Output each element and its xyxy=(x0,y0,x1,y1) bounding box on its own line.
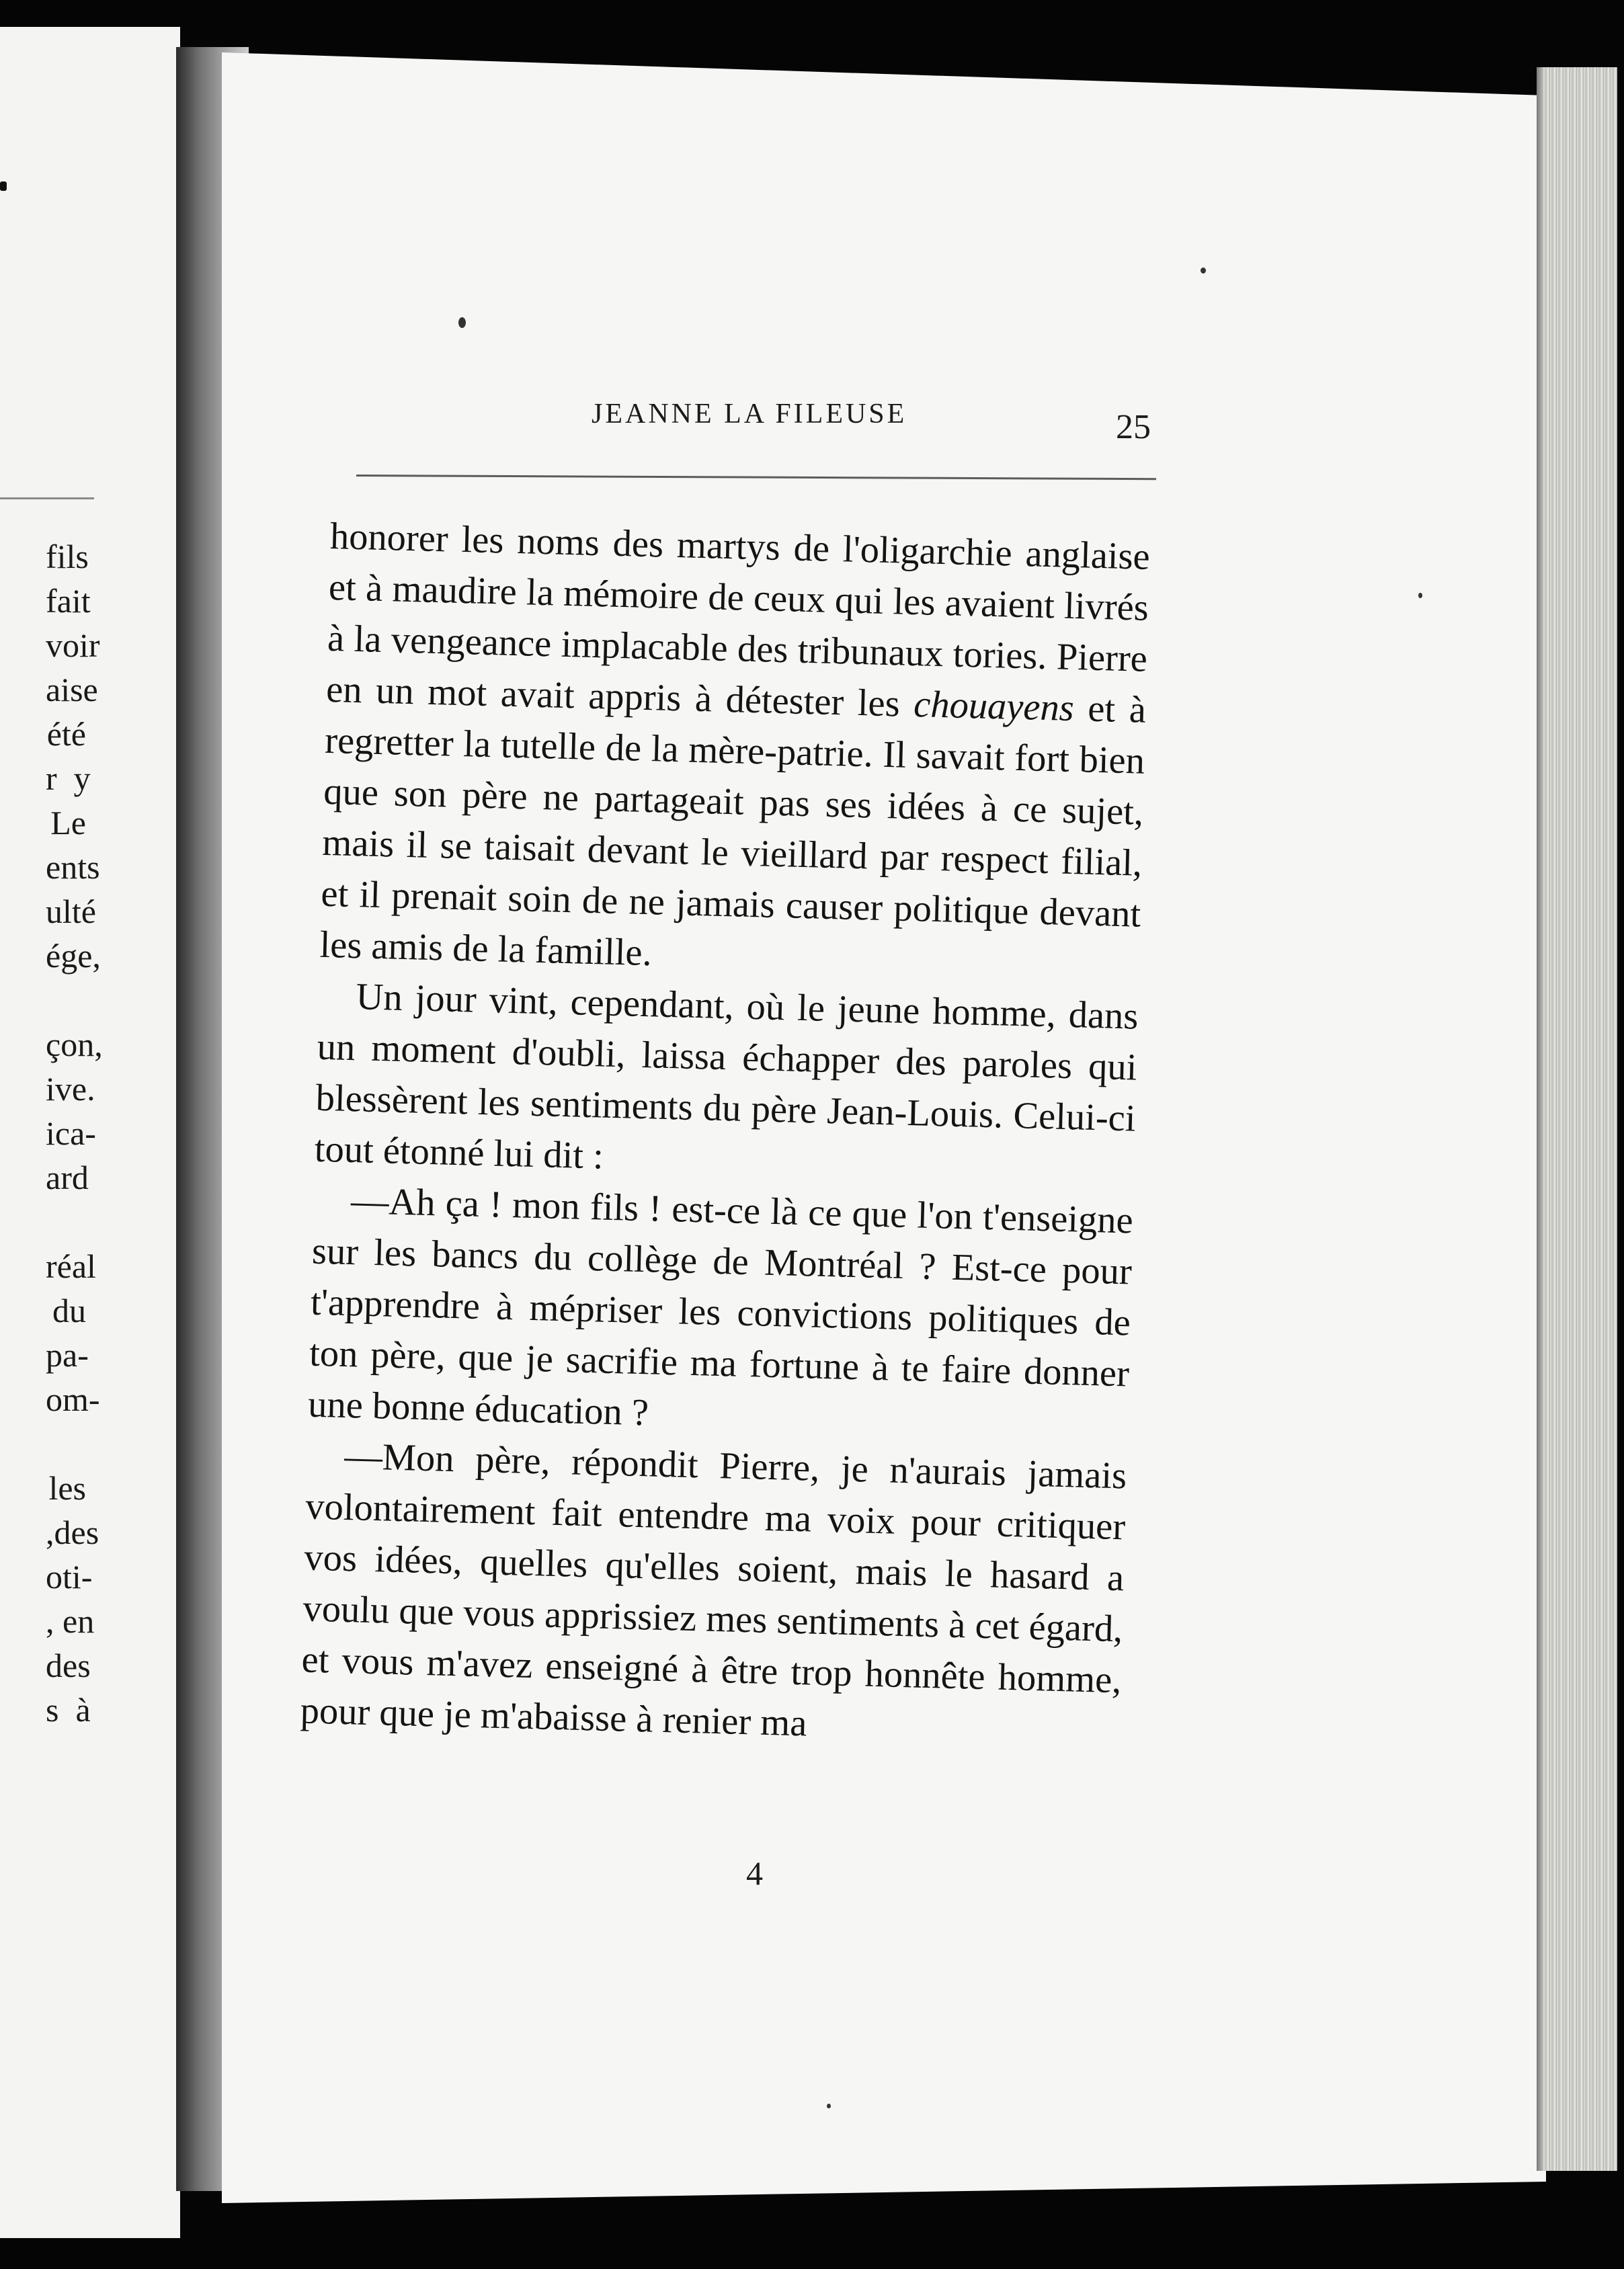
ink-speck xyxy=(827,2104,831,2108)
paragraph-text: et à regretter la tutelle de la mère-patrie. Il savait fort bien que son père ne partageait pas ses idées à ce sujet, mais il se taisait devant le vieillard par respect filial, et il prenait soin de ne jamais causer politique devant les amis de la famille. xyxy=(319,688,1147,975)
fragment-line: ard xyxy=(46,1159,89,1196)
fragment-line: oti- xyxy=(46,1558,93,1596)
fragment-line: fils xyxy=(46,538,89,575)
fragment-line: ége, xyxy=(46,937,101,975)
fragment-line: r y xyxy=(46,759,91,797)
fragment-line: fait xyxy=(46,582,91,620)
fragment-line: été xyxy=(46,715,86,753)
fragment-line: pa- xyxy=(46,1336,89,1374)
fragment-line: ive. xyxy=(46,1070,95,1108)
fragment-line: çon, xyxy=(46,1026,103,1063)
paragraph: —Mon père, répondit Pierre, je n'aurais jamais volontairement fait entendre ma voix pour critiquer vos idées, quelles qu'elles soient, mais le hasard a voulu que vous apprissiez mes sentiments à cet égard, et vous m'avez enseigné à être trop honnête homme, pour que je m'abaisse à renier ma xyxy=(300,1435,1127,1745)
running-title: JEANNE LA FILEUSE xyxy=(592,399,907,429)
ink-speck xyxy=(1418,593,1422,598)
previous-page-header-rule xyxy=(0,497,94,499)
paragraph: —Ah ça ! mon fils ! est-ce là ce que l'on t'enseigne sur les bancs du collège de Montréal ? Est-ce pour t'apprendre à mépriser les convictions politiques de ton père, que je sacrifie ma fortune à te faire donner une bonne éducation ? xyxy=(307,1180,1134,1434)
page-block-edges xyxy=(1543,67,1617,2171)
ink-speck xyxy=(1201,267,1206,274)
fragment-line: , en xyxy=(46,1602,95,1640)
fragment-line: ,des xyxy=(46,1514,99,1551)
page-number: 25 xyxy=(1116,408,1151,446)
fragment-line: du xyxy=(52,1292,86,1329)
previous-page-text-fragments xyxy=(46,534,180,1732)
fragment-line: ents xyxy=(46,848,100,886)
ink-speck xyxy=(458,317,466,328)
paragraph-text: honorer les noms des martys de l'oligarchie anglaise et à maudire la mémoire de ceux qui les avaient livrés à la vengeance implacable des tribunaux tories. Pierre en un mot avait appris à détester les xyxy=(325,515,1151,726)
paragraph: Un jour vint, cependant, où le jeune homme, dans un moment d'oubli, laissa échapper des paroles qui blessèrent les sentiments du père Jean-Louis. Celui-ci tout étonné lui dit : xyxy=(314,976,1139,1178)
fragment-line: réal xyxy=(46,1247,96,1285)
fragment-line xyxy=(46,978,180,1022)
fragment-line: Le xyxy=(50,804,86,841)
fragment-line: ulté xyxy=(46,893,96,930)
fragment-line xyxy=(46,1200,180,1244)
fragment-line: voir xyxy=(46,626,100,664)
paragraph xyxy=(319,511,1151,991)
fragment-line: s à xyxy=(46,1691,91,1729)
fragment-line: les xyxy=(48,1469,86,1507)
fragment-line xyxy=(46,1421,180,1466)
previous-page xyxy=(0,27,180,2238)
ink-speck xyxy=(0,181,7,191)
fragment-line: ica- xyxy=(46,1114,96,1152)
fragment-line: des xyxy=(46,1647,91,1684)
signature-mark: 4 xyxy=(746,1854,763,1892)
italic-word: chouayens xyxy=(913,684,1075,730)
page-body-text xyxy=(300,511,1151,1757)
fragment-line: aise xyxy=(46,671,98,708)
fragment-line: om- xyxy=(46,1380,100,1418)
